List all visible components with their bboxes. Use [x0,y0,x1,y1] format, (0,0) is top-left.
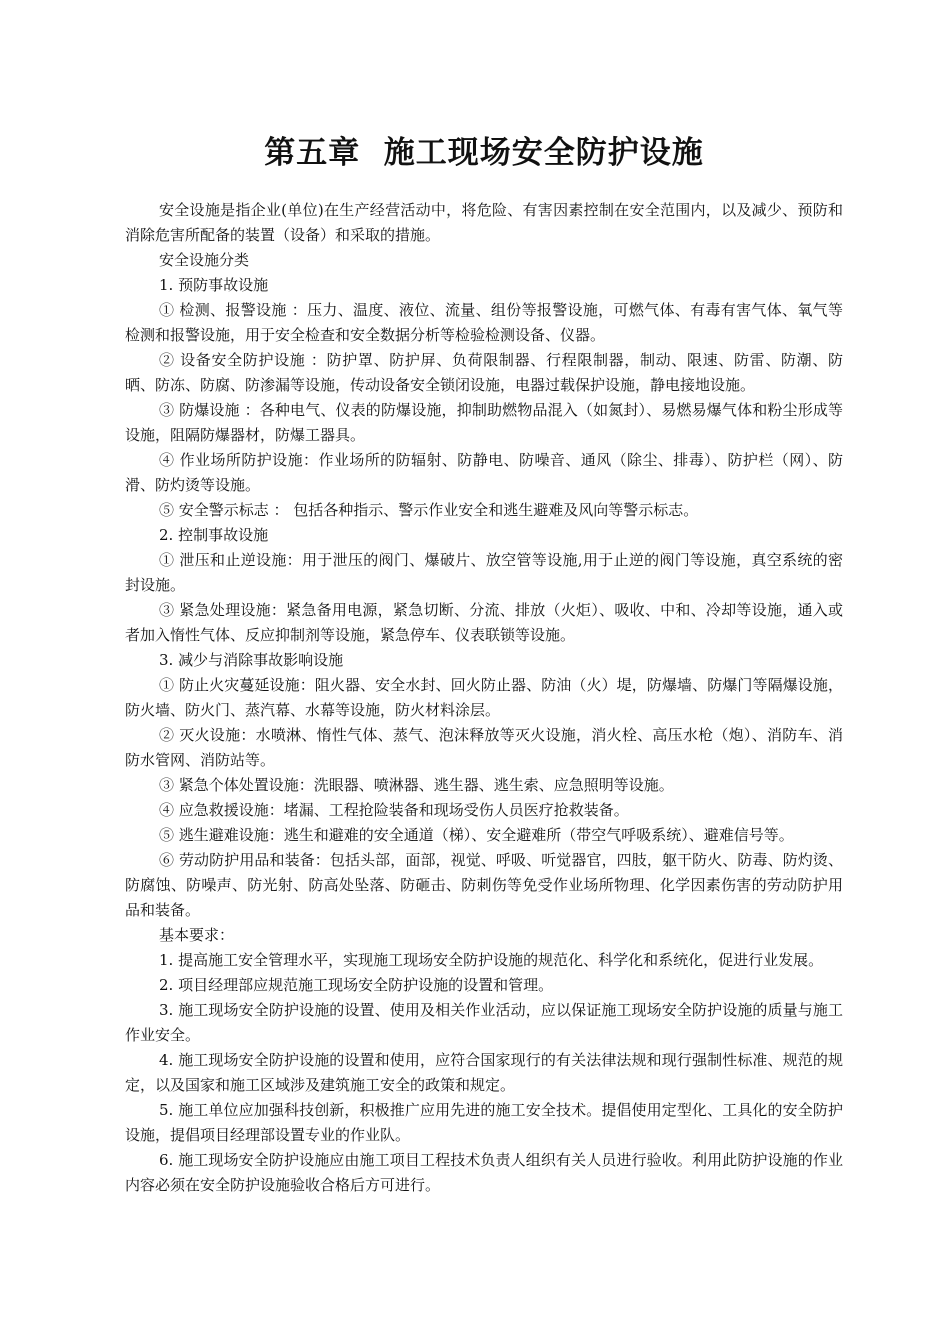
list-item: ② 灭火设施：水喷淋、惰性气体、蒸气、泡沫释放等灭火设施，消火栓、高压水枪（炮）、消防车、消防水管网、消防站等。 [125,726,843,769]
requirement-item: 1. 提高施工安全管理水平，实现施工现场安全防护设施的规范化、科学化和系统化，促进行业发展。 [159,951,824,969]
requirement-item: 3. 施工现场安全防护设施的设置、使用及相关作业活动，应以保证施工现场安全防护设施的质量与施工作业安全。 [125,1001,843,1044]
section-heading: 基本要求： [159,926,235,944]
requirement-item: 2. 项目经理部应规范施工现场安全防护设施的设置和管理。 [159,976,554,994]
chapter-title: 第五章 施工现场安全防护设施 [264,135,704,171]
subsection-heading: 2. 控制事故设施 [159,526,269,544]
list-item: ③ 防爆设施 ：各种电气、仪表的防爆设施，抑制助燃物品混入（如氮封）、易燃易爆气体和粉尘形成等设施，阻隔防爆器材，防爆工器具。 [125,401,843,444]
list-item: ③ 紧急个体处置设施：洗眼器、喷淋器、逃生器、逃生索、应急照明等设施。 [159,776,674,794]
subsection-heading: 3. 减少与消除事故影响设施 [159,651,344,669]
list-item: ⑤ 安全警示标志 ： 包括各种指示、警示作业安全和逃生避难及风向等警示标志。 [159,501,699,519]
requirement-item: 5. 施工单位应加强科技创新，积极推广应用先进的施工安全技术。提倡使用定型化、工具化的安全防护设施，提倡项目经理部设置专业的作业队。 [125,1101,843,1144]
document-body [125,198,843,1198]
list-item: ① 防止火灾蔓延设施：阻火器、安全水封、回火防止器、防油（火）堤，防爆墙、防爆门等隔爆设施，防火墙、防火门、蒸汽幕、水幕等设施，防火材料涂层。 [125,676,843,719]
paragraph-intro: 安全设施是指企业(单位)在生产经营活动中，将危险、有害因素控制在安全范围内，以及减少、预防和消除危害所配备的装置（设备）和采取的措施。 [125,201,843,244]
list-item: ③ 紧急处理设施：紧急备用电源，紧急切断、分流、排放（火炬）、吸收、中和、冷却等设施，通入或者加入惰性气体、反应抑制剂等设施，紧急停车、仪表联锁等设施。 [125,601,843,644]
list-item: ① 检测、报警设施 ：压力、温度、液位、流量、组份等报警设施，可燃气体、有毒有害气体、氧气等检测和报警设施，用于安全检查和安全数据分析等检验检测设备、仪器。 [125,301,843,344]
requirement-item: 6. 施工现场安全防护设施应由施工项目工程技术负责人组织有关人员进行验收。利用此防护设施的作业内容必须在安全防护设施验收合格后方可进行。 [125,1151,843,1194]
document-page [125,130,843,1198]
list-item: ⑥ 劳动防护用品和装备：包括头部，面部，视觉、呼吸、听觉器官，四肢，躯干防火、防毒、防灼烫、防腐蚀、防噪声、防光射、防高处坠落、防砸击、防刺伤等免受作业场所物理、化学因素伤害的劳动防护用品和装备。 [125,851,843,919]
subsection-heading: 1. 预防事故设施 [159,276,269,294]
list-item: ④ 作业场所防护设施：作业场所的防辐射、防静电、防噪音、通风（除尘、排毒）、防护栏（网）、防滑、防灼烫等设施。 [125,451,843,494]
list-item: ④ 应急救援设施：堵漏、工程抢险装备和现场受伤人员医疗抢救装备。 [159,801,629,819]
requirement-item: 4. 施工现场安全防护设施的设置和使用，应符合国家现行的有关法律法规和现行强制性标准、规范的规定，以及国家和施工区域涉及建筑施工安全的政策和规定。 [125,1051,843,1094]
list-item: ② 设备安全防护设施 ：防护罩、防护屏、负荷限制器、行程限制器，制动、限速、防雷、防潮、防晒、防冻、防腐、防渗漏等设施，传动设备安全锁闭设施，电器过载保护设施，静电接地设施。 [125,351,843,394]
list-item: ⑤ 逃生避难设施：逃生和避难的安全通道（梯）、安全避难所（带空气呼吸系统）、避难信号等。 [159,826,794,844]
section-heading: 安全设施分类 [159,251,250,269]
list-item: ① 泄压和止逆设施：用于泄压的阀门、爆破片、放空管等设施,用于止逆的阀门等设施，真空系统的密封设施。 [125,551,843,594]
